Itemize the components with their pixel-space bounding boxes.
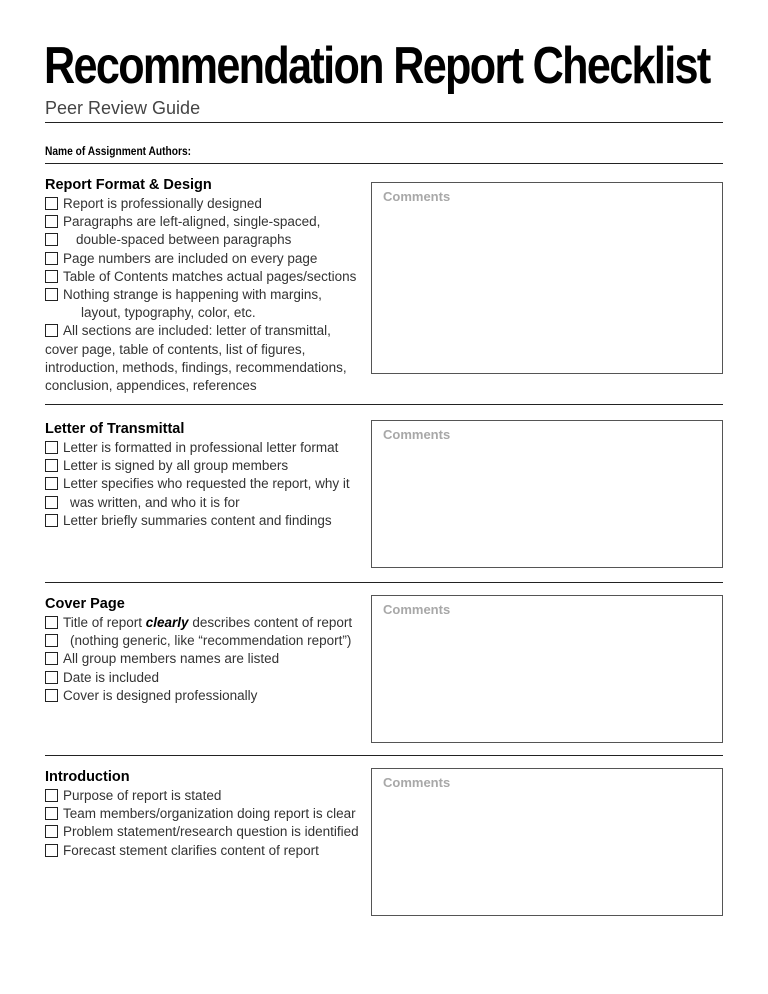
section-cover-page [45, 595, 375, 705]
section-introduction [45, 768, 375, 860]
authors-label: Name of Assignment Authors: [45, 144, 192, 158]
checklist-item: was written, and who it is for [45, 494, 375, 512]
section-title: Report Format & Design [45, 177, 212, 193]
checkbox[interactable] [45, 197, 58, 210]
checkbox[interactable] [45, 671, 58, 684]
checklist-item-continued: cover page, table of contents, list of figures, [45, 341, 306, 357]
comments-label: Comments [383, 602, 451, 617]
checkbox[interactable] [45, 441, 58, 454]
divider [45, 404, 723, 405]
checkbox[interactable] [45, 807, 58, 820]
checkbox[interactable] [45, 634, 58, 647]
checklist-item: All group members names are listed [45, 650, 375, 668]
divider [45, 122, 723, 123]
checklist-item: (nothing generic, like “recommendation report”) [45, 632, 375, 650]
checklist-item: All sections are included: letter of transmittal, [45, 322, 375, 340]
checklist-item: Date is included [45, 669, 375, 687]
checklist-item: Page numbers are included on every page [45, 250, 375, 268]
checklist-item: Letter briefly summaries content and findings [45, 512, 375, 530]
checklist-item: double-spaced between paragraphs [45, 231, 375, 249]
checklist-item-continued: conclusion, appendices, references [45, 378, 257, 394]
checkbox[interactable] [45, 459, 58, 472]
checkbox[interactable] [45, 215, 58, 228]
checkbox[interactable] [45, 789, 58, 802]
checkbox[interactable] [45, 252, 58, 265]
checkbox[interactable] [45, 270, 58, 283]
checklist-item: Paragraphs are left-aligned, single-spaced, [45, 213, 375, 231]
checklist-item-continued: layout, typography, color, etc. [81, 305, 256, 321]
comments-box-intro[interactable] [371, 768, 723, 916]
checklist-item: Title of report clearly describes content of report [45, 614, 375, 632]
checklist-item: Letter specifies who requested the report, why it [45, 475, 375, 493]
checkbox[interactable] [45, 825, 58, 838]
checklist-item: Problem statement/research question is identified [45, 823, 375, 841]
comments-box-format[interactable] [371, 182, 723, 374]
comments-label: Comments [383, 775, 451, 790]
checkbox[interactable] [45, 616, 58, 629]
checkbox[interactable] [45, 496, 58, 509]
checklist-item: Purpose of report is stated [45, 787, 375, 805]
divider [45, 582, 723, 583]
comments-box-transmittal[interactable] [371, 420, 723, 568]
checklist-item: Forecast stement clarifies content of report [45, 842, 375, 860]
checkbox[interactable] [45, 652, 58, 665]
checklist-item: Nothing strange is happening with margins, [45, 286, 375, 304]
section-title: Introduction [45, 769, 130, 785]
comments-box-cover[interactable] [371, 595, 723, 743]
checklist-item: Team members/organization doing report is clear [45, 805, 375, 823]
checklist-item: Table of Contents matches actual pages/sections [45, 268, 375, 286]
checklist-item: Report is professionally designed [45, 195, 375, 213]
section-report-format [45, 176, 375, 395]
page-title: Recommendation Report Checklist [44, 37, 710, 95]
divider [45, 755, 723, 756]
section-title: Cover Page [45, 596, 125, 612]
checkbox[interactable] [45, 324, 58, 337]
checkbox[interactable] [45, 689, 58, 702]
checkbox[interactable] [45, 477, 58, 490]
checklist-item: Cover is designed professionally [45, 687, 375, 705]
comments-label: Comments [383, 189, 451, 204]
page-subtitle: Peer Review Guide [45, 98, 201, 118]
comments-label: Comments [383, 427, 451, 442]
checkbox[interactable] [45, 844, 58, 857]
checkbox[interactable] [45, 288, 58, 301]
checklist-item: Letter is signed by all group members [45, 457, 375, 475]
checklist-item: Letter is formatted in professional letter format [45, 439, 375, 457]
section-title: Letter of Transmittal [45, 421, 185, 437]
divider [45, 163, 723, 164]
checkbox[interactable] [45, 514, 58, 527]
section-letter-of-transmittal [45, 420, 375, 530]
checklist-item-continued: introduction, methods, findings, recommendations, [45, 359, 347, 375]
checkbox[interactable] [45, 233, 58, 246]
